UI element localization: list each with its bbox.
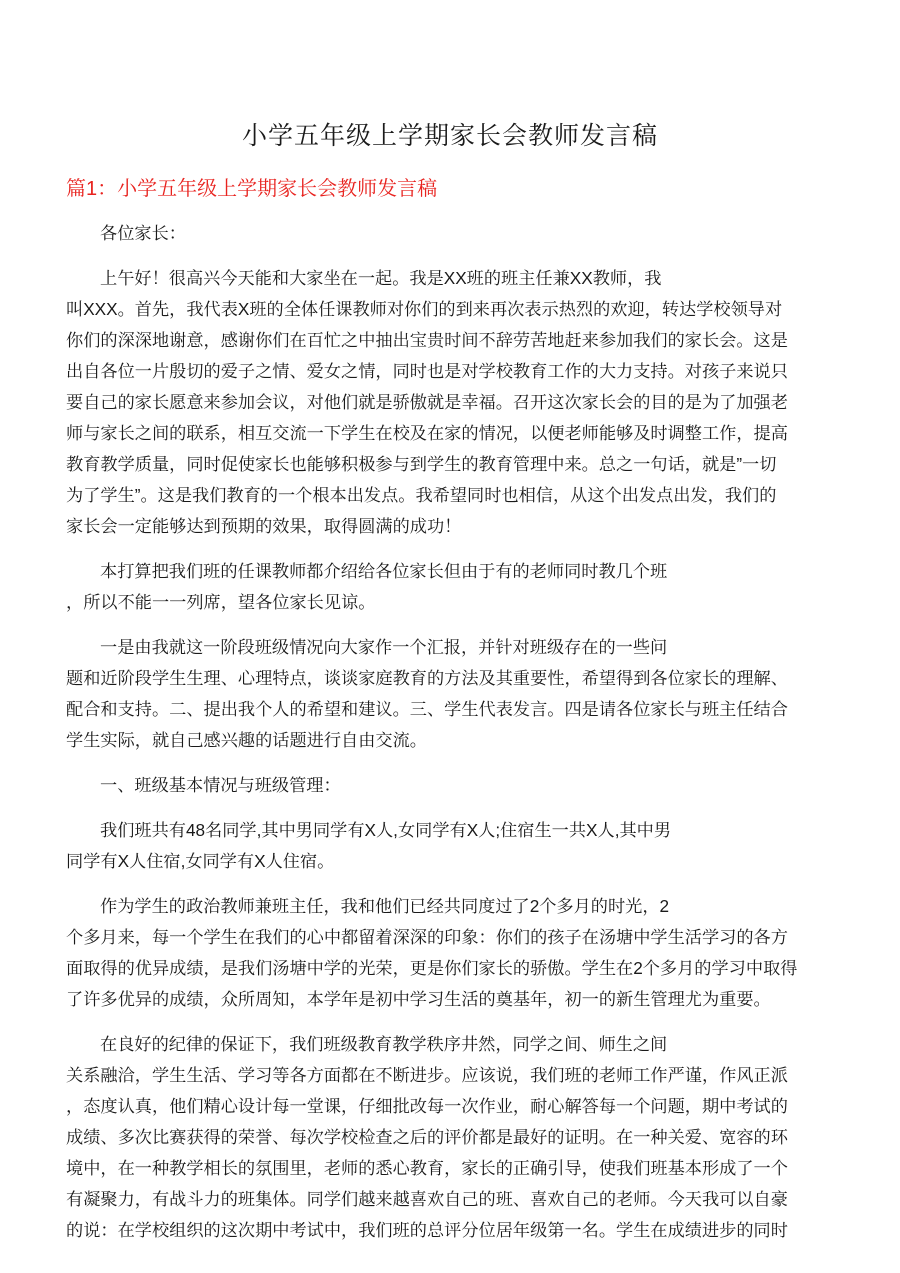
text-line: 师与家长之间的联系，相互交流一下学生在校及在家的情况，以便老师能够及时调整工作，提高 [66, 423, 788, 443]
text-line: 为了学生”。这是我们教育的一个根本出发点。我希望同时也相信，从这个出发点出发，我们的 [66, 485, 777, 505]
document-body [66, 218, 846, 1260]
text-line: 成绩、多次比赛获得的荣誉、每次学校检查之后的评价都是最好的证明。在一种关爱、宽容的环 [66, 1127, 788, 1147]
text-line: 我们班共有48名同学,其中男同学有X人,女同学有X人;住宿生一共X人,其中男 [100, 820, 672, 840]
paragraph [66, 815, 846, 877]
text-line: 学生实际，就自己感兴趣的话题进行自由交流。 [66, 730, 427, 750]
text-line: 本打算把我们班的任课教师都介绍给各位家长但由于有的老师同时教几个班 [100, 561, 668, 581]
paragraph [66, 218, 846, 249]
text-line: 要自己的家长愿意来参加会议，对他们就是骄傲就是幸福。召开这次家长会的目的是为了加强老 [66, 392, 788, 412]
document-title: 小学五年级上学期家长会教师发言稿 [241, 122, 658, 150]
paragraph [66, 891, 846, 1015]
text-line: 教育教学质量，同时促使家长也能够积极参与到学生的教育管理中来。总之一句话，就是”一切 [66, 454, 777, 474]
text-line: 同学有X人住宿,女同学有X人住宿。 [66, 851, 335, 871]
paragraph [66, 632, 846, 756]
text-line: 有凝聚力，有战斗力的班集体。同学们越来越喜欢自己的班、喜欢自己的老师。今天我可以自豪 [66, 1189, 788, 1209]
text-line: 作为学生的政治教师兼班主任，我和他们已经共同度过了2个多月的时光，2 [100, 896, 670, 916]
text-line: 了许多优异的成绩，众所周知，本学年是初中学习生活的奠基年，初一的新生管理尤为重要。 [66, 989, 771, 1009]
paragraph [66, 556, 846, 618]
text-line: 关系融洽，学生生活、学习等各方面都在不断进步。应该说，我们班的老师工作严谨，作风正派 [66, 1065, 788, 1085]
text-line: 的说：在学校组织的这次期中考试中，我们班的总评分位居年级第一名。学生在成绩进步的同时 [66, 1220, 788, 1240]
text-line: ，态度认真，他们精心设计每一堂课，仔细批改每一次作业，耐心解答每一个问题，期中考试的 [66, 1096, 788, 1116]
text-line: 出自各位一片殷切的爱子之情、爱女之情，同时也是对学校教育工作的大力支持。对孩子来说只 [66, 361, 788, 381]
text-line: 配合和支持。二、提出我个人的希望和建议。三、学生代表发言。四是请各位家长与班主任结合 [66, 699, 788, 719]
text-line: ，所以不能一一列席，望各位家长见谅。 [66, 592, 376, 612]
text-line: 叫XXX。首先，我代表X班的全体任课教师对你们的到来再次表示热烈的欢迎，转达学校领导对 [66, 299, 783, 319]
text-line: 各位家长： [100, 223, 186, 243]
paragraph [66, 1029, 846, 1246]
text-line: 上午好！很高兴今天能和大家坐在一起。我是XX班的班主任兼XX教师，我 [100, 268, 662, 288]
text-line: 一、班级基本情况与班级管理： [100, 775, 341, 795]
section-heading: 篇1：小学五年级上学期家长会教师发言稿 [66, 178, 438, 200]
text-line: 境中，在一种教学相长的氛围里，老师的悉心教育，家长的正确引导，使我们班基本形成了一个 [66, 1158, 788, 1178]
text-line: 在良好的纪律的保证下，我们班级教育教学秩序井然，同学之间、师生之间 [100, 1034, 668, 1054]
text-line: 家长会一定能够达到预期的效果，取得圆满的成功！ [66, 516, 462, 536]
text-line: 一是由我就这一阶段班级情况向大家作一个汇报，并针对班级存在的一些问 [100, 637, 668, 657]
text-line: 题和近阶段学生生理、心理特点，谈谈家庭教育的方法及其重要性，希望得到各位家长的理解、 [66, 668, 788, 688]
paragraph [66, 770, 846, 801]
paragraph [66, 263, 846, 542]
text-line: 你们的深深地谢意，感谢你们在百忙之中抽出宝贵时间不辞劳苦地赶来参加我们的家长会。这是 [66, 330, 788, 350]
text-line: 面取得的优异成绩，是我们汤塘中学的光荣，更是你们家长的骄傲。学生在2个多月的学习中取得 [66, 958, 798, 978]
text-line: 个多月来，每一个学生在我们的心中都留着深深的印象：你们的孩子在汤塘中学生活学习的各方 [66, 927, 788, 947]
